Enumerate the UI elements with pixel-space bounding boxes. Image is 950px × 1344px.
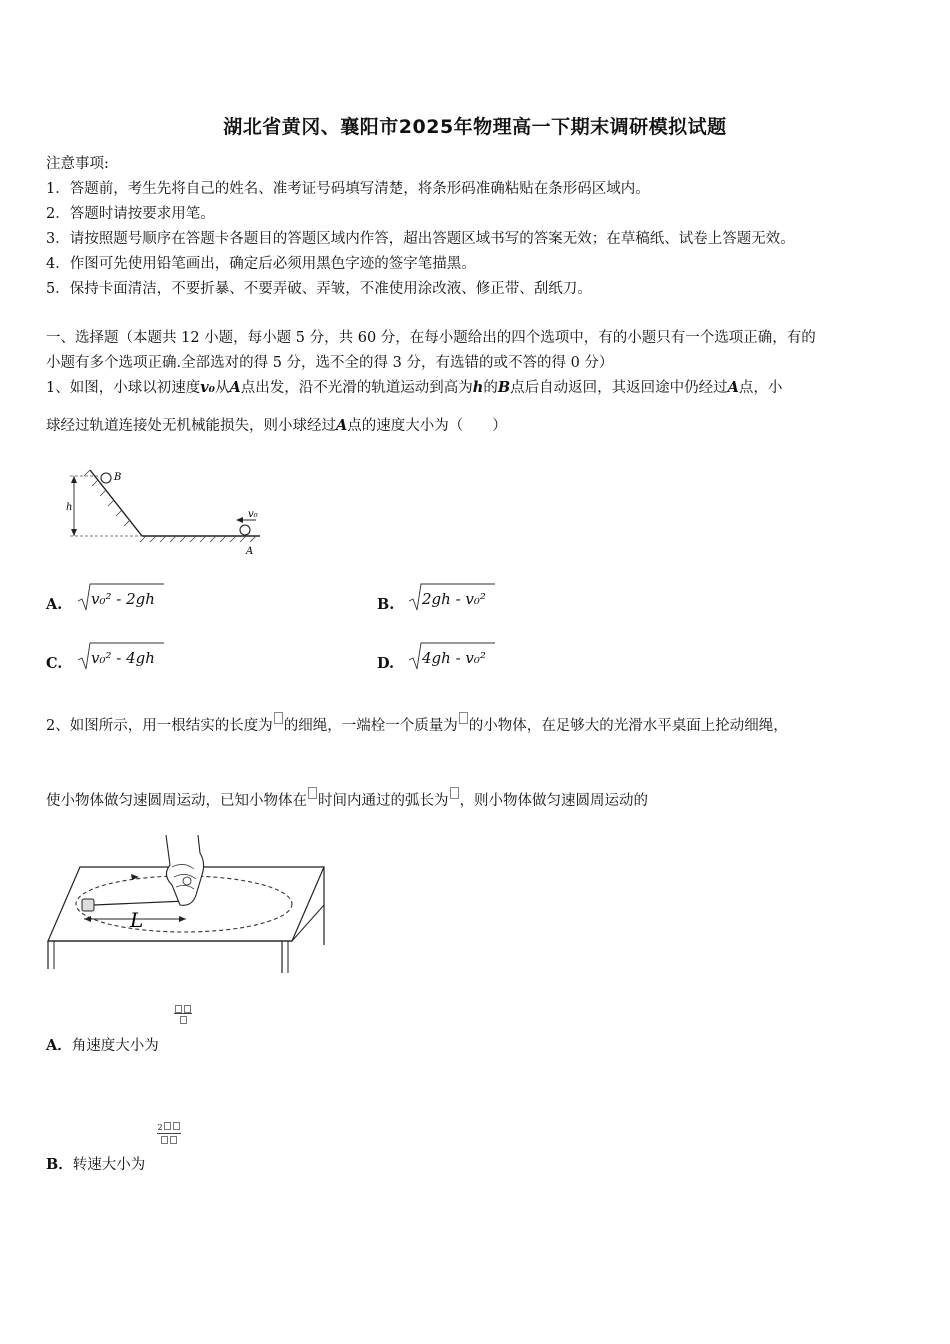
label-B: B [114, 472, 122, 483]
label-h: h [66, 502, 73, 513]
option-a[interactable]: A．角速度大小为 [46, 1037, 159, 1054]
option-c-expr: v₀² - 4gh [91, 649, 155, 667]
label-A: A [246, 546, 254, 557]
notice-item: 4．作图可先使用铅笔画出，确定后必须用黑色字迹的签字笔描黑。 [46, 256, 476, 272]
section-header: 小题有多个选项正确.全部选对的得 5 分，选不全的得 3 分，有选错的或不答的得 0 分） [46, 355, 614, 371]
notice-item: 1．答题前，考生先将自己的姓名、准考证号码填写清楚，将条形码准确粘贴在条形码区域内。 [46, 181, 650, 197]
table-rope-figure [44, 835, 334, 975]
option-a[interactable]: A. v₀² - 2gh [46, 594, 62, 613]
option-d[interactable]: D. 4gh - v₀² [377, 653, 394, 672]
option-c[interactable]: C. v₀² - 4gh [46, 653, 62, 672]
label-L: L [130, 908, 144, 932]
option-b[interactable]: B．转速大小为 [46, 1156, 146, 1173]
fraction-icon [174, 1003, 192, 1024]
question-2-stem-2: 使小物体做匀速圆周运动，已知小物体在 时间内通过的弧长为 ，则小物体做匀速圆周运动的 [46, 787, 648, 810]
notice-item: 5．保持卡面清洁，不要折暴、不要弄破、弄皱，不准使用涂改液、修正带、刮纸刀。 [46, 281, 592, 297]
option-a-expr: v₀² - 2gh [91, 590, 155, 608]
question-1-stem: 1、如图，小球以初速度v₀从A点出发，沿不光滑的轨道运动到高为h的B点后自动返回，其返回途中仍经过A点，小 [46, 379, 783, 396]
question-1-stem-2: 球经过轨道连接处无机械能损失，则小球经过A点的速度大小为（ ） [46, 417, 507, 434]
label-v0: v₀ [248, 509, 258, 520]
option-b-expr: 2gh - v₀² [422, 590, 486, 608]
notice-item: 3．请按照题号顺序在答题卡各题目的答题区域内作答，超出答题区域书写的答案无效；在草稿纸、试卷上答题无效。 [46, 231, 795, 247]
option-b[interactable]: B. 2gh - v₀² [377, 594, 394, 613]
notice-item: 2．答题时请按要求用笔。 [46, 206, 215, 222]
placeholder-box [274, 712, 283, 724]
incline-figure [60, 462, 270, 562]
placeholder-box [450, 787, 459, 799]
option-d-expr: 4gh - v₀² [422, 649, 486, 667]
notice-heading: 注意事项: [46, 156, 109, 172]
placeholder-box [459, 712, 468, 724]
fraction-icon: 2 [157, 1122, 181, 1144]
page-title: 湖北省黄冈、襄阳市2025年物理高一下期末调研模拟试题 [223, 116, 727, 138]
section-header: 一、选择题（本题共 12 小题，每小题 5 分，共 60 分，在每小题给出的四个选项中，有的小题只有一个选项正确，有的 [46, 330, 816, 346]
question-2-stem: 2、如图所示，用一根结实的长度为 的细绳，一端栓一个质量为 的小物体，在足够大的光滑水平桌面上抡动细绳， [46, 712, 788, 735]
placeholder-box [308, 787, 317, 799]
